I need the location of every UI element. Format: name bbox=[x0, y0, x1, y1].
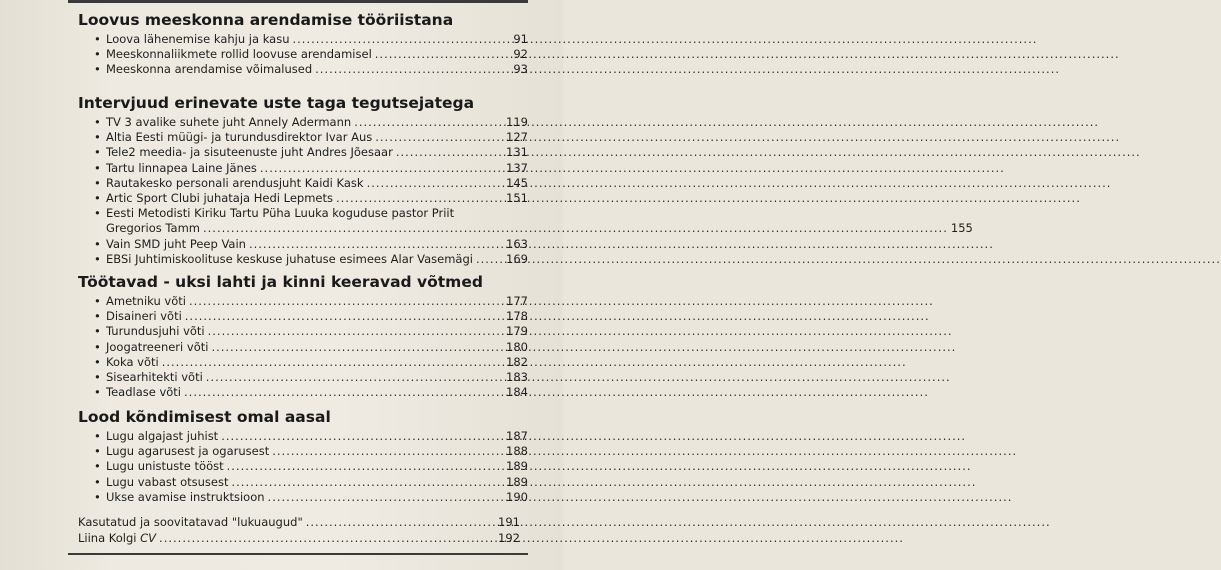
dot-leader bbox=[293, 32, 506, 47]
section-heading: Lood kõndimisest omal aasal bbox=[78, 408, 331, 426]
section-heading: Intervjuud erinevate uste taga tegutsejatega bbox=[78, 94, 475, 112]
toc-entry[interactable] bbox=[94, 206, 973, 236]
bullet: • bbox=[94, 62, 101, 77]
page-number: 127 bbox=[506, 130, 528, 145]
entry-title: Eesti Metodisti Kiriku Tartu Püha Luuka koguduse pastor Priit bbox=[106, 206, 455, 221]
entry-title: Meeskonna arendamise võimalused bbox=[106, 62, 313, 77]
toc-entry[interactable] bbox=[94, 385, 528, 400]
page-number: 131 bbox=[506, 145, 528, 160]
bullet: • bbox=[94, 429, 101, 443]
dot-leader bbox=[375, 47, 505, 62]
closing-entries bbox=[78, 515, 520, 546]
entry-title: Ukse avamise instruktsioon bbox=[106, 489, 265, 504]
page-number: 188 bbox=[506, 444, 528, 459]
dot-leader bbox=[306, 515, 495, 531]
dot-leader bbox=[159, 531, 495, 547]
bullet: • bbox=[94, 354, 101, 369]
entry-title: Loova lähenemise kahju ja kasu bbox=[106, 32, 290, 46]
toc-entry[interactable] bbox=[94, 309, 528, 324]
bullet: • bbox=[94, 489, 101, 504]
toc-entry[interactable] bbox=[94, 161, 528, 176]
toc-entry[interactable] bbox=[94, 490, 528, 505]
dot-leader bbox=[367, 176, 503, 191]
entry-title: EBSi Juhtimiskoolituse keskuse juhatuse esimees Alar Vasemägi bbox=[106, 251, 473, 266]
toc-entry[interactable] bbox=[94, 340, 528, 355]
dot-leader bbox=[260, 161, 503, 176]
page-number: 178 bbox=[506, 309, 528, 324]
toc-entry[interactable] bbox=[94, 252, 528, 267]
bullet: • bbox=[94, 47, 101, 62]
dot-leader bbox=[336, 191, 503, 206]
toc-entry[interactable] bbox=[94, 191, 528, 206]
bullet: • bbox=[94, 324, 101, 339]
section-loovus bbox=[78, 10, 528, 78]
page-number: 191 bbox=[498, 515, 520, 529]
toc-entry[interactable] bbox=[94, 145, 528, 160]
toc-entry[interactable] bbox=[94, 176, 528, 191]
entry-title: TV 3 avalike suhete juht Annely Adermann bbox=[106, 115, 352, 129]
bullet: • bbox=[94, 206, 101, 221]
bullet: • bbox=[94, 175, 101, 190]
entry-title: Altia Eesti müügi- ja turundusdirektor Ivar Aus bbox=[106, 130, 373, 145]
page-number: 190 bbox=[506, 489, 528, 504]
entry-title: Koka võti bbox=[106, 354, 159, 369]
toc-entry[interactable] bbox=[94, 429, 528, 444]
entry-title: Turundusjuhi võti bbox=[106, 324, 205, 339]
page-number: 189 bbox=[506, 474, 528, 489]
page-number: 91 bbox=[513, 32, 528, 46]
page-number: 182 bbox=[506, 354, 528, 369]
dot-leader bbox=[208, 324, 503, 339]
page-number: 119 bbox=[506, 115, 528, 129]
toc-entry[interactable] bbox=[94, 444, 528, 459]
page-number: 92 bbox=[513, 47, 528, 62]
entry-title: Lugu algajast juhist bbox=[106, 429, 219, 443]
entry-title: Vain SMD juht Peep Vain bbox=[106, 236, 246, 251]
page-number: 187 bbox=[506, 429, 528, 443]
toc-entry[interactable] bbox=[94, 475, 528, 490]
dot-leader bbox=[185, 309, 503, 324]
dot-leader bbox=[203, 221, 948, 236]
entry-title: Ametniku võti bbox=[106, 294, 186, 308]
toc-entry[interactable] bbox=[94, 294, 528, 309]
top-rule bbox=[68, 0, 528, 3]
entry-title: Teadlase võti bbox=[106, 385, 182, 400]
bullet: • bbox=[94, 160, 101, 175]
section-heading: Loovus meeskonna arendamise tööriistana bbox=[78, 11, 454, 29]
entry-title: Meeskonnaliikmete rollid loovuse arendamisel bbox=[106, 47, 372, 62]
page-number: 183 bbox=[506, 370, 528, 385]
dot-leader bbox=[162, 355, 503, 370]
entry-title: Lugu agarusest ja ogarusest bbox=[106, 444, 270, 459]
bullet: • bbox=[94, 385, 101, 400]
dot-leader bbox=[249, 237, 503, 252]
bullet: • bbox=[94, 309, 101, 324]
bullet: • bbox=[94, 370, 101, 385]
entry-title: Tele2 meedia- ja sisuteenuste juht Andres Jõesaar bbox=[106, 145, 393, 160]
dot-leader bbox=[354, 115, 503, 130]
dot-leader bbox=[206, 370, 503, 385]
bullet: • bbox=[94, 474, 101, 489]
toc-entry[interactable] bbox=[94, 355, 528, 370]
page-number: 192 bbox=[498, 530, 520, 545]
entry-title: Rautakesko personali arendusjuht Kaidi Kask bbox=[106, 175, 364, 190]
section-tootavad bbox=[78, 272, 528, 400]
bullet: • bbox=[94, 145, 101, 160]
page-number: 163 bbox=[506, 236, 528, 251]
dot-leader bbox=[375, 130, 503, 145]
dot-leader bbox=[232, 475, 504, 490]
dot-leader bbox=[189, 294, 503, 309]
bullet: • bbox=[94, 444, 101, 459]
page-number: 93 bbox=[513, 62, 528, 77]
page-number: 137 bbox=[506, 160, 528, 175]
entry-title-text: Liina Kolgi bbox=[78, 530, 141, 545]
entry-title: Lugu unistuste tööst bbox=[106, 459, 224, 474]
bullet: • bbox=[94, 236, 101, 251]
page-number: 184 bbox=[506, 385, 528, 400]
toc-entry[interactable] bbox=[78, 515, 520, 531]
page-number: 169 bbox=[506, 251, 528, 266]
bullet: • bbox=[94, 294, 101, 308]
section-lood bbox=[78, 407, 528, 505]
section-intervjuud bbox=[78, 93, 973, 267]
dot-leader bbox=[184, 385, 503, 400]
dot-leader bbox=[227, 459, 503, 474]
toc-entry[interactable] bbox=[94, 237, 528, 252]
dot-leader bbox=[211, 340, 503, 355]
entry-title: Tartu linnapea Laine Jänes bbox=[106, 160, 257, 175]
page-number: 179 bbox=[506, 324, 528, 339]
toc-entry[interactable] bbox=[94, 324, 528, 339]
toc-entry[interactable] bbox=[94, 370, 528, 385]
dot-leader bbox=[221, 429, 503, 444]
page-number: 180 bbox=[506, 339, 528, 354]
page-number: 145 bbox=[506, 175, 528, 190]
entry-title: Kasutatud ja soovitatavad "lukuaugud" bbox=[78, 515, 303, 529]
bullet: • bbox=[94, 339, 101, 354]
bullet: • bbox=[94, 251, 101, 266]
entry-title bbox=[78, 531, 156, 547]
bullet: • bbox=[94, 191, 101, 206]
bullet: • bbox=[94, 130, 101, 145]
dot-leader bbox=[272, 444, 503, 459]
bullet: • bbox=[94, 115, 101, 129]
toc-entry[interactable] bbox=[94, 130, 528, 145]
bottom-rule bbox=[68, 553, 528, 555]
entry-title: Sisearhitekti võti bbox=[106, 370, 203, 385]
toc-entry[interactable] bbox=[94, 459, 528, 474]
toc-entry[interactable] bbox=[94, 62, 528, 77]
dot-leader bbox=[268, 490, 504, 505]
entry-title: Joogatreeneri võti bbox=[106, 339, 209, 354]
section-heading: Töötavad - uksi lahti ja kinni keeravad võtmed bbox=[78, 273, 483, 291]
toc-entry[interactable] bbox=[78, 531, 520, 547]
entry-title-continued: Gregorios Tamm bbox=[106, 221, 200, 236]
page-number: 177 bbox=[506, 294, 528, 308]
entry-title: Lugu vabast otsusest bbox=[106, 474, 229, 489]
entry-title: Artic Sport Clubi juhataja Hedi Lepmets bbox=[106, 191, 333, 206]
page-number: 151 bbox=[506, 191, 528, 206]
bullet: • bbox=[94, 459, 101, 474]
dot-leader bbox=[396, 145, 503, 160]
page-number: 155 bbox=[950, 221, 973, 236]
page-number: 189 bbox=[506, 459, 528, 474]
entry-title: Disaineri võti bbox=[106, 309, 182, 324]
entry-title-italic: CV bbox=[140, 530, 157, 545]
toc-entry[interactable] bbox=[94, 115, 528, 130]
toc-entry[interactable] bbox=[94, 32, 528, 47]
toc-entry[interactable] bbox=[94, 47, 528, 62]
dot-leader bbox=[315, 62, 505, 77]
dot-leader bbox=[476, 252, 503, 267]
bullet: • bbox=[94, 32, 101, 46]
